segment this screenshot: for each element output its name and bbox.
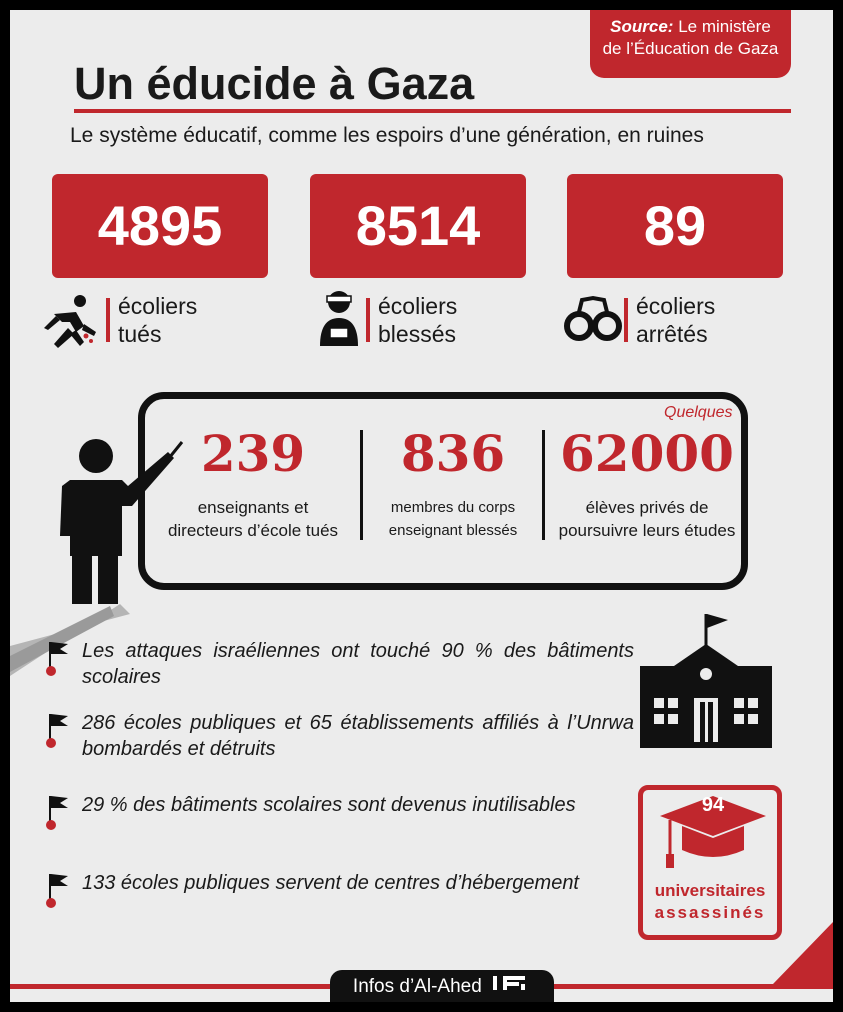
students-deprived-value: 62000 xyxy=(560,424,734,483)
stat-arrested-value: 89 xyxy=(567,174,783,278)
stat-injured-bar xyxy=(366,298,370,342)
teachers-injured-desc: membres du corps enseignant blessés xyxy=(388,499,518,539)
stat-killed-value: 4895 xyxy=(52,174,268,278)
stat-arrested-bar xyxy=(624,298,628,342)
stat-killed-label: écoliers tués xyxy=(118,293,198,347)
flag-bullet-icon xyxy=(46,792,72,832)
flag-bullet-icon xyxy=(46,870,72,910)
fallen-person-icon xyxy=(40,292,100,361)
injured-person-icon xyxy=(316,288,362,357)
source-label: Source: xyxy=(610,17,674,36)
graduates-label: universitaires assassinés xyxy=(654,881,766,922)
flag-bullet-icon xyxy=(46,638,72,678)
teachers-killed-desc: enseignants et directeurs d’école tués xyxy=(167,498,339,540)
bullet-text: 286 écoles publiques et 65 établissements affiliés à l’Unrwa bombardés et détruits xyxy=(82,712,634,760)
page-title: Un éducide à Gaza xyxy=(74,58,475,109)
teachers-frame xyxy=(138,392,748,590)
graduates-value: 94 xyxy=(701,794,725,816)
infographic xyxy=(10,10,833,1002)
title-underline xyxy=(74,109,791,113)
bullet-text: Les attaques israéliennes ont touché 90 % des bâtiments scolaires xyxy=(82,640,634,688)
corner-decoration xyxy=(773,922,833,984)
brand-logo-icon xyxy=(493,970,531,1002)
students-prefix: Quelques xyxy=(664,404,733,421)
separator-2 xyxy=(542,430,545,540)
flag-bullet-icon xyxy=(46,710,72,750)
source-badge xyxy=(590,10,791,78)
teachers-killed-value: 239 xyxy=(200,424,306,483)
separator-1 xyxy=(360,430,363,540)
stat-arrested-label: écoliers arrêtés xyxy=(636,293,716,347)
students-deprived-desc: élèves privés de poursuivre leurs études xyxy=(558,498,736,540)
bullet-text: 133 écoles publiques servent de centres d’hébergement xyxy=(82,872,579,894)
bullet-text: 29 % des bâtiments scolaires sont devenus inutilisables xyxy=(82,794,576,816)
page-subtitle: Le système éducatif, comme les espoirs d’une génération, en ruines xyxy=(70,124,704,147)
stat-injured-value: 8514 xyxy=(310,174,526,278)
school-building-icon xyxy=(636,610,778,757)
stat-killed-bar xyxy=(106,298,110,342)
stat-injured-label: écoliers blessés xyxy=(378,293,458,347)
source-text-line2: de l’Éducation de Gaza xyxy=(602,39,779,58)
handcuffs-icon xyxy=(564,290,622,351)
teachers-injured-value: 836 xyxy=(400,424,506,483)
footer-brand: Infos d’Al-Ahed xyxy=(330,970,554,1002)
source-text-line1: Le ministère xyxy=(678,17,771,36)
